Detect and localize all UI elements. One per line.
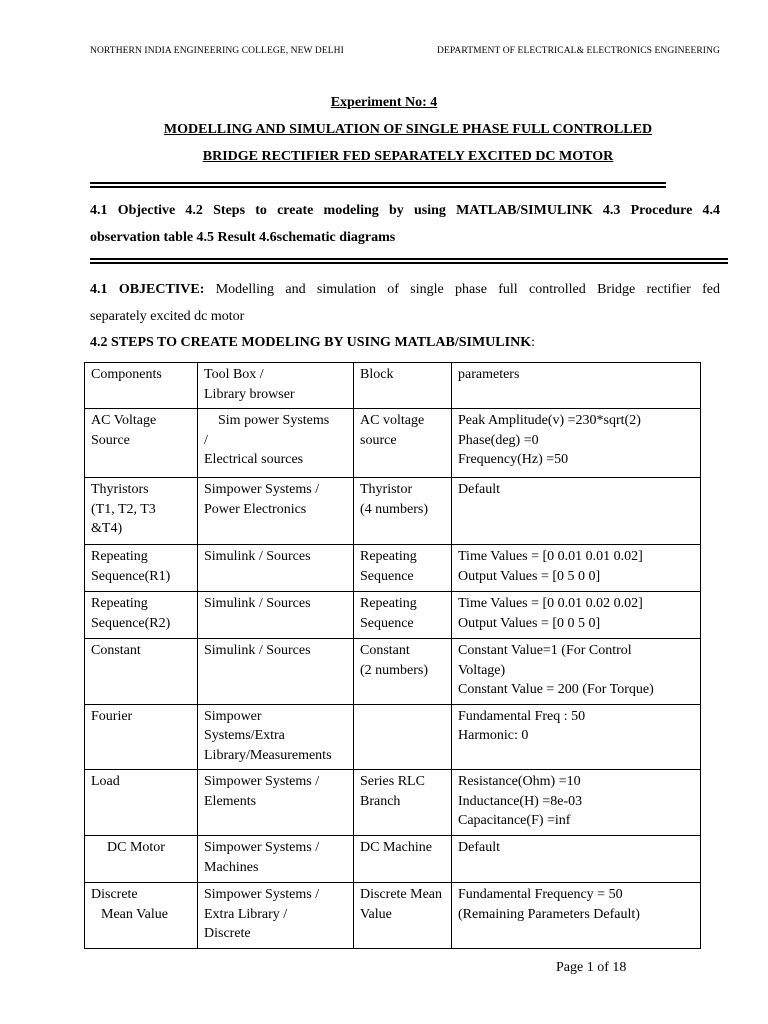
cell-line: Sequence <box>360 615 414 631</box>
divider-top-2 <box>90 186 666 188</box>
cell-line: Thyristor <box>360 482 413 497</box>
cell-line: Output Values = [0 5 0 0] <box>458 568 601 584</box>
cell-line: Sequence(R2) <box>91 615 171 631</box>
table-cell <box>452 363 701 409</box>
cell-line: Source <box>91 432 130 448</box>
cell-line: Default <box>458 482 500 497</box>
table-row <box>85 836 701 883</box>
cell-line: Repeating <box>360 549 417 564</box>
objective-paragraph <box>90 276 720 330</box>
cell-line: / <box>204 432 208 448</box>
experiment-title-line2: BRIDGE RECTIFIER FED SEPARATELY EXCITED DC MOTOR <box>202 149 614 164</box>
cell-line: Power Electronics <box>204 501 307 517</box>
table-row <box>85 883 701 949</box>
table-cell <box>198 704 354 770</box>
cell-line: &T4) <box>91 521 123 536</box>
cell-line: Simulink / Sources <box>204 596 311 611</box>
table-cell <box>198 409 354 478</box>
cell-line: (4 numbers) <box>360 501 429 517</box>
cell-line: Extra Library / <box>204 906 288 922</box>
cell-line: parameters <box>458 367 520 382</box>
cell-line: Simpower Systems / <box>204 774 320 789</box>
cell-line: DC Machine <box>360 840 432 855</box>
table-cell <box>354 592 452 639</box>
cell-line: Sim power Systems <box>218 413 330 428</box>
cell-line: Simpower Systems / <box>204 887 320 902</box>
cell-line: Electrical sources <box>204 452 304 467</box>
cell-line: Simpower Systems / <box>204 840 320 855</box>
cell-line: Mean Value <box>101 906 168 922</box>
cell-line: Constant Value=1 (For Control <box>458 643 632 658</box>
cell-line: AC voltage <box>360 413 425 428</box>
cell-line: Constant Value = 200 (For Torque) <box>458 682 654 697</box>
table-row <box>85 704 701 770</box>
cell-line: Sequence <box>360 568 414 584</box>
header-college: NORTHERN INDIA ENGINEERING COLLEGE, NEW DELHI <box>90 46 344 56</box>
cell-line: source <box>360 432 397 448</box>
cell-line: Repeating <box>91 596 148 611</box>
cell-line: Constant <box>91 643 141 658</box>
experiment-number: Experiment No: 4 <box>330 95 438 110</box>
table-cell <box>85 363 198 409</box>
divider-top-1 <box>90 182 666 184</box>
table-cell <box>85 409 198 478</box>
objective-text-line1: Modelling and simulation of single phase full controlled Bridge rectifier fed <box>204 282 720 297</box>
table-cell <box>452 770 701 836</box>
cell-line: Fundamental Frequency = 50 <box>458 887 623 902</box>
cell-line: Library browser <box>204 386 295 402</box>
table-cell <box>452 592 701 639</box>
table-cell <box>354 363 452 409</box>
cell-line: Load <box>91 774 120 789</box>
table-cell <box>85 704 198 770</box>
cell-line: Discrete Mean <box>360 887 443 902</box>
cell-line: Simulink / Sources <box>204 549 311 564</box>
cell-line: Simpower Systems / <box>204 482 320 497</box>
contents-paragraph <box>90 197 720 251</box>
cell-line: Components <box>91 367 162 382</box>
table-cell <box>85 478 198 545</box>
cell-line: AC Voltage <box>91 413 157 428</box>
table-cell <box>198 363 354 409</box>
cell-line: Time Values = [0 0.01 0.02 0.02] <box>458 596 643 611</box>
cell-line: Systems/Extra <box>204 728 285 743</box>
table-cell <box>452 883 701 949</box>
table-cell <box>354 639 452 705</box>
cell-line: Fundamental Freq : 50 <box>458 708 586 724</box>
table-cell <box>198 478 354 545</box>
cell-line: Value <box>360 906 392 922</box>
header-department: DEPARTMENT OF ELECTRICAL& ELECTRONICS ENGINEERING <box>437 46 720 56</box>
table-row <box>85 545 701 592</box>
cell-line: Sequence(R1) <box>91 568 171 584</box>
cell-line: Tool Box / <box>204 367 264 382</box>
objective-label: 4.1 OBJECTIVE: <box>90 282 205 297</box>
table-cell <box>85 639 198 705</box>
cell-line: Output Values = [0 0 5 0] <box>458 615 601 631</box>
table-cell <box>85 592 198 639</box>
table-cell <box>354 704 452 770</box>
table-row <box>85 639 701 705</box>
table-cell <box>354 545 452 592</box>
cell-line: Frequency(Hz) =50 <box>458 452 569 467</box>
table-cell <box>354 478 452 545</box>
page-number: Page 1 of 18 <box>556 960 627 975</box>
table-cell <box>354 883 452 949</box>
table-cell <box>198 639 354 705</box>
cell-line: Thyristors <box>91 482 149 497</box>
cell-line: Repeating <box>360 596 417 611</box>
cell-line: (Remaining Parameters Default) <box>458 906 640 922</box>
table-cell <box>85 836 198 883</box>
experiment-title-line1: MODELLING AND SIMULATION OF SINGLE PHASE FULL CONTROLLED <box>163 122 653 137</box>
table-cell <box>452 836 701 883</box>
table-row <box>85 478 701 545</box>
cell-line: Time Values = [0 0.01 0.01 0.02] <box>458 549 643 564</box>
divider-mid-1 <box>90 258 728 260</box>
table-row <box>85 592 701 639</box>
cell-line: Simulink / Sources <box>204 643 311 658</box>
cell-line: Block <box>360 367 394 382</box>
contents-line2: observation table 4.5 Result 4.6schematic diagrams <box>90 230 396 245</box>
cell-line: Resistance(Ohm) =10 <box>458 774 581 789</box>
table-cell <box>198 770 354 836</box>
cell-line: Default <box>458 840 500 855</box>
cell-line: Discrete <box>204 926 251 941</box>
table-cell <box>452 639 701 705</box>
steps-heading: 4.2 STEPS TO CREATE MODELING BY USING MATLAB/SIMULINK: <box>90 335 535 350</box>
cell-line: Library/Measurements <box>204 747 332 763</box>
cell-line: Harmonic: 0 <box>458 728 529 743</box>
table-row <box>85 409 701 478</box>
contents-line1: 4.1 Objective 4.2 Steps to create modeling by using MATLAB/SIMULINK 4.3 Procedure 4.4 <box>90 203 720 218</box>
table-row <box>85 363 701 409</box>
table-cell <box>85 545 198 592</box>
table-row <box>85 770 701 836</box>
cell-line: Voltage) <box>458 662 506 678</box>
cell-line: (2 numbers) <box>360 662 429 678</box>
cell-line: DC Motor <box>107 840 165 855</box>
cell-line: Constant <box>360 643 410 658</box>
objective-text-line2: separately excited dc motor <box>90 309 245 324</box>
cell-line: Peak Amplitude(v) =230*sqrt(2) <box>458 413 641 428</box>
components-table <box>84 362 701 949</box>
table-cell <box>198 836 354 883</box>
cell-line: Phase(deg) =0 <box>458 432 539 448</box>
table-cell <box>452 704 701 770</box>
table-cell <box>85 770 198 836</box>
cell-line: Capacitance(F) =inf <box>458 813 571 828</box>
cell-line: Elements <box>204 793 257 809</box>
cell-line: Discrete <box>91 887 138 902</box>
cell-line: Machines <box>204 859 259 875</box>
table-cell <box>452 478 701 545</box>
divider-mid-2 <box>90 262 728 264</box>
table-cell <box>354 409 452 478</box>
table-cell <box>198 545 354 592</box>
cell-line: Repeating <box>91 549 148 564</box>
table-cell <box>198 883 354 949</box>
cell-line: (T1, T2, T3 <box>91 501 156 517</box>
table-cell <box>198 592 354 639</box>
table-cell <box>354 770 452 836</box>
table-cell <box>452 409 701 478</box>
cell-line: Inductance(H) =8e-03 <box>458 793 583 809</box>
table-cell <box>354 836 452 883</box>
cell-line: Branch <box>360 793 401 809</box>
cell-line: Simpower <box>204 708 262 724</box>
table-cell <box>452 545 701 592</box>
table-cell <box>85 883 198 949</box>
cell-line: Series RLC <box>360 774 425 789</box>
cell-line: Fourier <box>91 708 133 724</box>
